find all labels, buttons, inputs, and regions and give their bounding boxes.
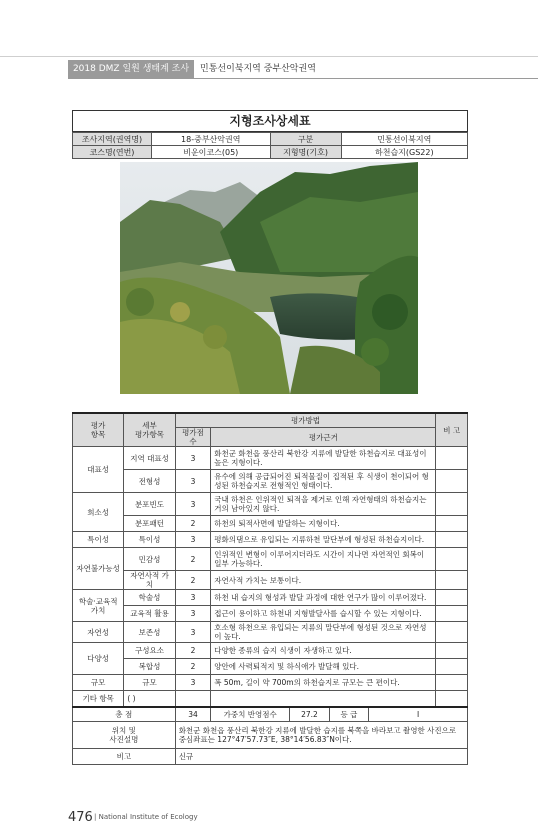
info-table [72,132,468,159]
eval-row [73,659,468,675]
col-header-score: 평가점수 [175,428,211,447]
eval-note [436,643,468,659]
eval-item: 전형성 [124,470,175,493]
eval-score: 2 [175,516,211,532]
info-value: 비운이코스(05) [152,146,271,159]
eval-item: 자연사적 가치 [124,571,175,590]
eval-row [73,691,468,708]
eval-score: 3 [175,606,211,622]
eval-item: 복합성 [124,659,175,675]
eval-row [73,675,468,691]
eval-item: 교육적 활용 [124,606,175,622]
info-row [73,133,468,146]
info-value: 18-중부산악권역 [152,133,271,146]
eval-note [436,470,468,493]
sheet-title: 지형조사상세표 [72,110,468,132]
col-header-method: 평가방법 [175,413,436,428]
eval-note [436,548,468,571]
eval-note [436,447,468,470]
remark-row [73,749,468,765]
info-label: 조사지역(권역명) [73,133,152,146]
eval-basis: 국내 하천은 인위적인 퇴적을 제거로 인해 자연형태의 하천습지는 거의 남아있지 않다. [211,493,436,516]
col-header-note: 비 고 [436,413,468,447]
page-number: 476 [68,810,93,825]
eval-group: 다양성 [73,643,124,675]
info-label: 지형명(기호) [270,146,341,159]
eval-basis: 평화의댐으로 유입되는 지류하천 말단부에 형성된 하천습지이다. [211,532,436,548]
eval-score: 3 [175,447,211,470]
info-value: 하천습지(GS22) [341,146,467,159]
eval-row [73,493,468,516]
eval-score: 2 [175,571,211,590]
eval-basis: 하천 내 습지의 형성과 발달 과정에 대한 연구가 많이 이루어졌다. [211,590,436,606]
eval-item: 규모 [124,675,175,691]
col-header-subitem: 세부 평가항목 [124,413,175,447]
eval-item: 지역 대표성 [124,447,175,470]
eval-basis: 하천의 퇴적사면에 발달하는 지형이다. [211,516,436,532]
eval-note [436,493,468,516]
total-score: 34 [175,707,211,722]
grade-value: I [369,707,468,722]
section-tab: 2018 DMZ 일원 생태계 조사 [68,60,194,78]
section-subtitle: 민통선이북지역 중부산악권역 [200,64,316,74]
eval-basis [211,691,436,708]
eval-score: 3 [175,532,211,548]
eval-row [73,622,468,643]
eval-note [436,675,468,691]
eval-item: 구성요소 [124,643,175,659]
eval-row [73,447,468,470]
eval-note [436,532,468,548]
col-header-basis: 평가근거 [211,428,436,447]
eval-basis: 화천군 화천읍 풍산리 북한강 지류에 발달한 하천습지로 대표성이 높은 지형이다. [211,447,436,470]
location-text: 화천군 화천읍 풍산리 북한강 지류에 발달한 습지를 북쪽을 바라보고 촬영한 사진으로 중심좌표는 127°47′57.73″E, 38°14′56.83″N이다. [175,722,467,749]
total-row [73,707,468,722]
eval-group: 학술·교육적 가치 [73,590,124,622]
eval-item: 학술성 [124,590,175,606]
header-divider [68,78,538,79]
eval-item: 특이성 [124,532,175,548]
eval-basis: 유수에 의해 공급되어진 퇴적물질이 집적된 후 식생이 천이되어 형성된 하천습지로 전형적인 형태이다. [211,470,436,493]
eval-group: 기타 항목 [73,691,124,708]
eval-basis: 양안에 사력퇴적지 및 하식애가 발달해 있다. [211,659,436,675]
eval-item: ( ) [124,691,175,708]
eval-group: 대표성 [73,447,124,493]
eval-basis: 폭 50m, 길이 약 700m의 하천습지로 규모는 큰 편이다. [211,675,436,691]
footer-publisher: | National Institute of Ecology [94,813,198,821]
wetland-landscape-image [120,162,418,394]
eval-score: 3 [175,590,211,606]
eval-basis: 다양한 종류의 습지 식생이 자생하고 있다. [211,643,436,659]
eval-group: 규모 [73,675,124,691]
eval-note [436,516,468,532]
eval-score: 2 [175,643,211,659]
col-header-item: 평가 항목 [73,413,124,447]
eval-group: 자연성 [73,622,124,643]
eval-basis: 자연사적 가치는 보통이다. [211,571,436,590]
eval-score [175,691,211,708]
info-value: 민통선이북지역 [341,133,467,146]
eval-note [436,622,468,643]
eval-note [436,606,468,622]
location-row [73,722,468,749]
eval-row [73,590,468,606]
eval-score: 3 [175,493,211,516]
weight-score: 27.2 [290,707,330,722]
site-photo [120,162,418,394]
survey-sheet [72,110,468,159]
eval-note [436,571,468,590]
eval-header-row [73,413,468,428]
eval-score: 3 [175,470,211,493]
eval-item: 분포패턴 [124,516,175,532]
remark-text: 신규 [175,749,467,765]
grade-label: 등 급 [329,707,369,722]
eval-note [436,659,468,675]
eval-basis: 접근이 용이하고 하천내 지형발달사를 습시할 수 있는 지형이다. [211,606,436,622]
eval-score: 2 [175,659,211,675]
eval-note [436,691,468,708]
total-label: 총 점 [73,707,176,722]
eval-score: 3 [175,622,211,643]
top-rule [0,56,538,57]
eval-note [436,590,468,606]
eval-score: 3 [175,675,211,691]
info-row [73,146,468,159]
eval-row [73,606,468,622]
evaluation-table [72,412,468,765]
eval-group: 자연불가능성 [73,548,124,590]
eval-row [73,643,468,659]
eval-group: 희소성 [73,493,124,532]
eval-row [73,571,468,590]
info-label: 코스명(연번) [73,146,152,159]
eval-row [73,532,468,548]
eval-row [73,516,468,532]
eval-row [73,548,468,571]
info-label: 구분 [270,133,341,146]
remark-label: 비고 [73,749,176,765]
weight-label: 가중치 반영점수 [211,707,290,722]
location-label: 위치 및 사진설명 [73,722,176,749]
eval-item: 민감성 [124,548,175,571]
eval-row [73,470,468,493]
eval-basis: 호소형 하천으로 유입되는 지류의 말단부에 형성된 것으로 자연성이 높다. [211,622,436,643]
eval-group: 특이성 [73,532,124,548]
eval-score: 2 [175,548,211,571]
eval-item: 보존성 [124,622,175,643]
eval-item: 분포빈도 [124,493,175,516]
eval-basis: 인위적인 변형이 이루어지더라도 시간이 지나면 자연적인 회복이 일부 가능하다. [211,548,436,571]
